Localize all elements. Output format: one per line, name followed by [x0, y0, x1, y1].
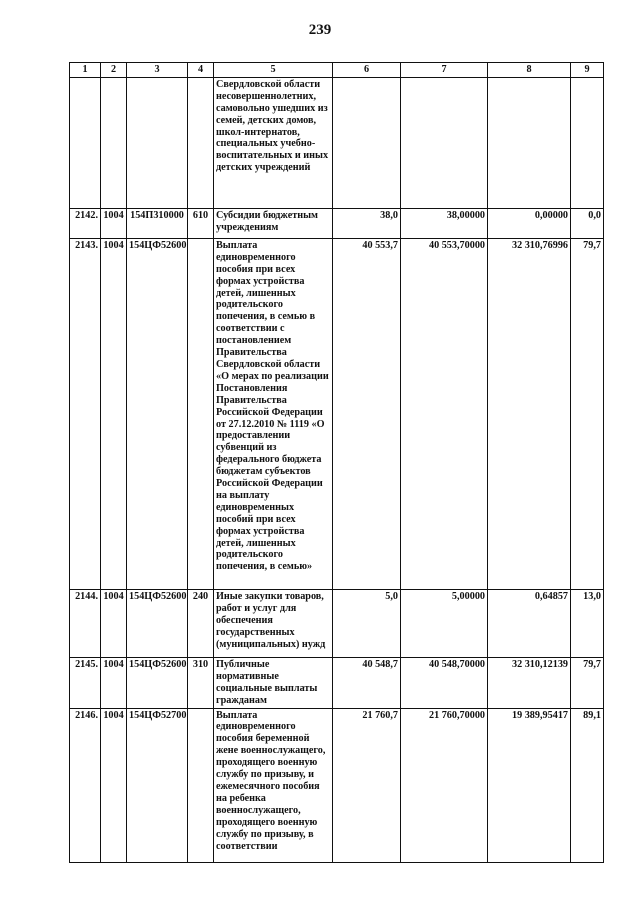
table-row — [70, 238, 604, 589]
section-code: 1004 — [101, 208, 127, 238]
executed-amount: 32 310,76996 — [488, 238, 571, 589]
table-row — [70, 657, 604, 708]
table-row — [70, 77, 604, 208]
executed-amount: 19 389,95417 — [488, 708, 571, 862]
header-cell: 7 — [401, 63, 488, 78]
target-article-code: 154П310000 — [127, 208, 188, 238]
row-number: 2143. — [70, 238, 101, 589]
planned-amount — [333, 77, 401, 208]
approved-amount: 40 548,70000 — [401, 657, 488, 708]
header-cell: 1 — [70, 63, 101, 78]
row-number: 2146. — [70, 708, 101, 862]
execution-percent: 79,7 — [571, 238, 604, 589]
execution-percent: 89,1 — [571, 708, 604, 862]
table-row — [70, 708, 604, 862]
target-article-code: 154ЦФ52600 — [127, 589, 188, 657]
execution-percent: 79,7 — [571, 657, 604, 708]
section-code: 1004 — [101, 238, 127, 589]
header-cell: 2 — [101, 63, 127, 78]
expense-kind-code: 240 — [188, 589, 214, 657]
budget-table — [69, 62, 604, 863]
planned-amount: 40 548,7 — [333, 657, 401, 708]
executed-amount: 32 310,12139 — [488, 657, 571, 708]
planned-amount: 40 553,7 — [333, 238, 401, 589]
table-header-row — [70, 63, 604, 78]
expense-kind-code: 610 — [188, 208, 214, 238]
header-cell: 5 — [214, 63, 333, 78]
planned-amount: 5,0 — [333, 589, 401, 657]
header-cell: 3 — [127, 63, 188, 78]
row-number: 2144. — [70, 589, 101, 657]
page-number: 239 — [308, 22, 332, 38]
execution-percent — [571, 77, 604, 208]
approved-amount: 40 553,70000 — [401, 238, 488, 589]
item-name: Выплата единовременного пособия при всех формах устройства детей, лишенных родительского попечения, в семью в соответствии с постановлением Правительства Свердловской области «О мерах по реализации Постановления Правительства Российской Федерации от 27.12.2010 № 1119 «О предоставлении субвенций из федерального бюджета бюджетам субъектов Российской Федерации на выплату единовременных пособий при всех формах устройства детей, лишенных родительского попечения, в семью» — [214, 238, 333, 589]
target-article-code — [127, 77, 188, 208]
execution-percent: 0,0 — [571, 208, 604, 238]
item-name: Субсидии бюджетным учреждениям — [214, 208, 333, 238]
section-code: 1004 — [101, 589, 127, 657]
target-article-code: 154ЦФ52600 — [127, 238, 188, 589]
expense-kind-code: 310 — [188, 657, 214, 708]
planned-amount: 38,0 — [333, 208, 401, 238]
expense-kind-code — [188, 77, 214, 208]
approved-amount: 21 760,70000 — [401, 708, 488, 862]
item-name: Свердловской области несовершеннолетних, самовольно ушедших из семей, детских домов, школ-интернатов, специальных учебно-воспитательных и иных детских учреждений — [214, 77, 333, 208]
expense-kind-code — [188, 238, 214, 589]
item-name: Выплата единовременного пособия беременной жене военнослужащего, проходящего военную службу по призыву, и ежемесячного пособия на ребенка военнослужащего, проходящего военную службу по призыву, в соответствии — [214, 708, 333, 862]
header-cell: 9 — [571, 63, 604, 78]
expense-kind-code — [188, 708, 214, 862]
table-row — [70, 208, 604, 238]
header-cell: 8 — [488, 63, 571, 78]
section-code — [101, 77, 127, 208]
approved-amount — [401, 77, 488, 208]
executed-amount: 0,64857 — [488, 589, 571, 657]
section-code: 1004 — [101, 708, 127, 862]
execution-percent: 13,0 — [571, 589, 604, 657]
planned-amount: 21 760,7 — [333, 708, 401, 862]
table-row — [70, 589, 604, 657]
executed-amount — [488, 77, 571, 208]
target-article-code: 154ЦФ52600 — [127, 657, 188, 708]
executed-amount: 0,00000 — [488, 208, 571, 238]
row-number: 2145. — [70, 657, 101, 708]
header-cell: 4 — [188, 63, 214, 78]
item-name: Иные закупки товаров, работ и услуг для обеспечения государственных (муниципальных) нужд — [214, 589, 333, 657]
header-cell: 6 — [333, 63, 401, 78]
item-name: Публичные нормативные социальные выплаты гражданам — [214, 657, 333, 708]
row-number — [70, 77, 101, 208]
approved-amount: 38,00000 — [401, 208, 488, 238]
target-article-code: 154ЦФ52700 — [127, 708, 188, 862]
approved-amount: 5,00000 — [401, 589, 488, 657]
row-number: 2142. — [70, 208, 101, 238]
section-code: 1004 — [101, 657, 127, 708]
